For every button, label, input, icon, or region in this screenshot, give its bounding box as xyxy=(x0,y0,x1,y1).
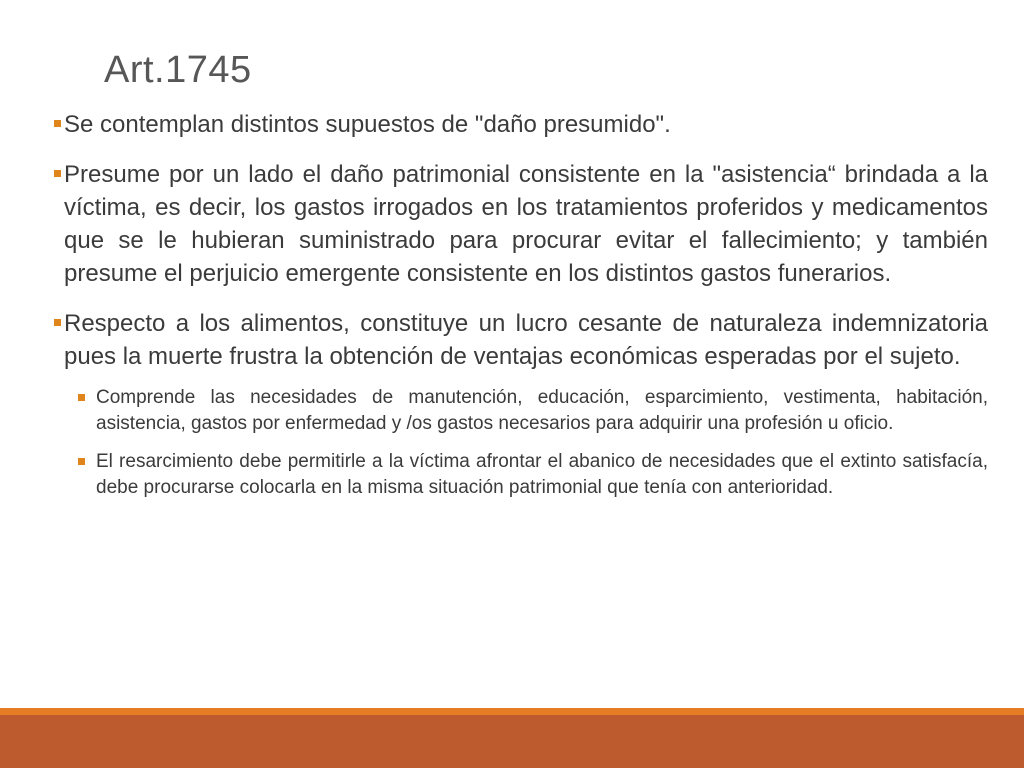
bullet-text: Se contemplan distintos supuestos de "daño presumido". xyxy=(64,111,671,138)
sub-bullet-text: Comprende las necesidades de manutención, educación, esparcimiento, vestimenta, habitación, asistencia, gastos por enfermedad y /os gastos necesarios para adquirir una profesión u oficio. xyxy=(96,387,988,434)
footer-accent-line xyxy=(0,708,1024,715)
footer-band xyxy=(0,715,1024,768)
square-bullet-icon xyxy=(78,458,85,465)
sub-bullet-item-1 xyxy=(96,385,988,437)
square-bullet-icon xyxy=(54,170,61,177)
sub-bullet-item-2 xyxy=(96,449,988,501)
sub-bullet-list xyxy=(54,385,988,501)
bullet-item-2 xyxy=(54,158,988,290)
slide-content xyxy=(54,108,988,513)
bullet-item-3 xyxy=(54,307,988,373)
slide-title: Art.1745 xyxy=(104,49,252,91)
square-bullet-icon xyxy=(54,120,61,127)
sub-bullet-text: El resarcimiento debe permitirle a la víctima afrontar el abanico de necesidades que el extinto satisfacía, debe procurarse colocarla en la misma situación patrimonial que tenía con anterioridad. xyxy=(96,451,988,498)
square-bullet-icon xyxy=(54,319,61,326)
bullet-text: Respecto a los alimentos, constituye un lucro cesante de naturaleza indemnizatoria pues la muerte frustra la obtención de ventajas económicas esperadas por el sujeto. xyxy=(64,310,988,370)
bullet-text: Presume por un lado el daño patrimonial consistente en la "asistencia“ brindada a la víctima, es decir, los gastos irrogados en los tratamientos proferidos y medicamentos que se le hubieran suministrado para procurar evitar el fallecimiento; y también presume el perjuicio emergente consistente en los distintos gastos funerarios. xyxy=(64,161,988,287)
bullet-item-1 xyxy=(54,108,988,141)
square-bullet-icon xyxy=(78,394,85,401)
